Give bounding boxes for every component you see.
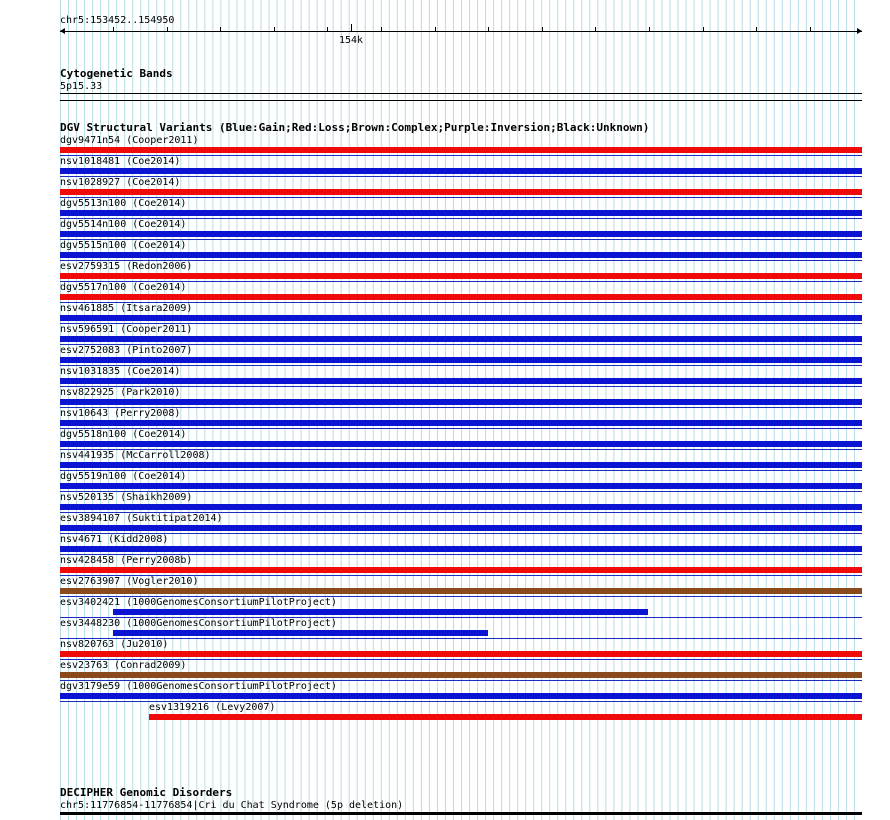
cytoband-line-bottom bbox=[60, 100, 862, 101]
variant-label[interactable]: nsv4671 (Kidd2008) bbox=[60, 534, 169, 545]
ruler-tick bbox=[327, 27, 328, 32]
variant-bar-gain[interactable] bbox=[60, 252, 862, 258]
variant-label[interactable]: esv2752083 (Pinto2007) bbox=[60, 345, 193, 356]
variant-bar-loss[interactable] bbox=[60, 273, 862, 279]
variant-bar-gain[interactable] bbox=[60, 210, 862, 216]
variant-label[interactable]: dgv5519n100 (Coe2014) bbox=[60, 471, 187, 482]
ruler-axis bbox=[60, 31, 862, 32]
variant-label[interactable]: dgv9471n54 (Cooper2011) bbox=[60, 135, 199, 146]
variant-label[interactable]: dgv3179e59 (1000GenomesConsortiumPilotProject) bbox=[60, 681, 337, 692]
ruler-tick bbox=[703, 27, 704, 32]
variant-bar-gain[interactable] bbox=[60, 483, 862, 489]
variant-bar-gain[interactable] bbox=[113, 609, 648, 615]
ruler-tick bbox=[381, 27, 382, 32]
variant-bar-gain[interactable] bbox=[60, 315, 862, 321]
variant-label[interactable]: esv2759315 (Redon2006) bbox=[60, 261, 193, 272]
variant-label[interactable]: nsv10643 (Perry2008) bbox=[60, 408, 181, 419]
variant-bar-gain[interactable] bbox=[60, 336, 862, 342]
variant-bar-loss[interactable] bbox=[60, 147, 862, 153]
variant-label[interactable]: nsv441935 (McCarroll2008) bbox=[60, 450, 211, 461]
variant-label[interactable]: nsv820763 (Ju2010) bbox=[60, 639, 169, 650]
variant-label[interactable]: nsv1018481 (Coe2014) bbox=[60, 156, 181, 167]
variant-label[interactable]: esv3402421 (1000GenomesConsortiumPilotProject) bbox=[60, 597, 337, 608]
ruler-tick bbox=[595, 27, 596, 32]
ruler-tick-label: 154k bbox=[339, 35, 364, 46]
variant-bar-gain[interactable] bbox=[60, 168, 862, 174]
ruler-right-arrow bbox=[857, 28, 862, 34]
variant-label[interactable]: nsv596591 (Cooper2011) bbox=[60, 324, 193, 335]
variant-label[interactable]: nsv1031835 (Coe2014) bbox=[60, 366, 181, 377]
variant-label[interactable]: dgv5517n100 (Coe2014) bbox=[60, 282, 187, 293]
row-separator bbox=[60, 638, 862, 639]
ruler-tick bbox=[756, 27, 757, 32]
ruler-tick bbox=[435, 27, 436, 32]
variant-label[interactable]: esv1319216 (Levy2007) bbox=[149, 702, 276, 713]
variant-bar-complex[interactable] bbox=[60, 672, 862, 678]
ruler-tick bbox=[488, 27, 489, 32]
variant-label[interactable]: esv2763907 (Vogler2010) bbox=[60, 576, 199, 587]
variant-bar-gain[interactable] bbox=[113, 630, 488, 636]
variant-label[interactable]: esv23763 (Conrad2009) bbox=[60, 660, 187, 671]
ruler-major-tick bbox=[351, 24, 352, 32]
variant-bar-gain[interactable] bbox=[60, 546, 862, 552]
ruler-tick bbox=[810, 27, 811, 32]
variant-label[interactable]: nsv1028927 (Coe2014) bbox=[60, 177, 181, 188]
variant-bar-gain[interactable] bbox=[60, 357, 862, 363]
variant-bar-complex[interactable] bbox=[60, 588, 862, 594]
variant-label[interactable]: dgv5518n100 (Coe2014) bbox=[60, 429, 187, 440]
variant-bar-gain[interactable] bbox=[60, 462, 862, 468]
ruler-tick bbox=[113, 27, 114, 32]
variant-bar-gain[interactable] bbox=[60, 420, 862, 426]
variant-label[interactable]: nsv428458 (Perry2008b) bbox=[60, 555, 193, 566]
variant-bar-loss[interactable] bbox=[60, 189, 862, 195]
variant-bar-loss[interactable] bbox=[60, 294, 862, 300]
dgv-track-title: DGV Structural Variants (Blue:Gain;Red:Loss;Brown:Complex;Purple:Inversion;Black:Unknown) bbox=[60, 121, 650, 134]
variant-bar-gain[interactable] bbox=[60, 693, 862, 699]
variant-label[interactable]: nsv520135 (Shaikh2009) bbox=[60, 492, 193, 503]
variant-label[interactable]: nsv461885 (Itsara2009) bbox=[60, 303, 193, 314]
variant-bar-gain[interactable] bbox=[60, 441, 862, 447]
variant-bar-loss[interactable] bbox=[149, 714, 862, 720]
cytobands-track-title: Cytogenetic Bands bbox=[60, 67, 173, 80]
variant-bar-gain[interactable] bbox=[60, 231, 862, 237]
ruler-tick bbox=[167, 27, 168, 32]
variant-bar-loss[interactable] bbox=[60, 651, 862, 657]
region-label: chr5:153452..154950 bbox=[60, 15, 175, 26]
variant-label[interactable]: dgv5514n100 (Coe2014) bbox=[60, 219, 187, 230]
variant-label[interactable]: esv3894107 (Suktitipat2014) bbox=[60, 513, 223, 524]
variant-bar-gain[interactable] bbox=[60, 504, 862, 510]
variant-label[interactable]: esv3448230 (1000GenomesConsortiumPilotProject) bbox=[60, 618, 337, 629]
ruler-left-arrow bbox=[60, 28, 65, 34]
row-separator bbox=[60, 533, 862, 534]
ruler-tick bbox=[542, 27, 543, 32]
ruler-tick bbox=[274, 27, 275, 32]
variant-bar-loss[interactable] bbox=[60, 567, 862, 573]
variant-label[interactable]: nsv822925 (Park2010) bbox=[60, 387, 181, 398]
decipher-track-title: DECIPHER Genomic Disorders bbox=[60, 786, 233, 799]
variant-bar-gain[interactable] bbox=[60, 525, 862, 531]
variant-bar-gain[interactable] bbox=[60, 378, 862, 384]
variant-bar-gain[interactable] bbox=[60, 399, 862, 405]
decipher-entry-label[interactable]: chr5:11776854-11776854|Cri du Chat Syndrome (5p deletion) bbox=[60, 800, 404, 811]
ruler-tick bbox=[649, 27, 650, 32]
ruler-tick bbox=[220, 27, 221, 32]
variant-label[interactable]: dgv5515n100 (Coe2014) bbox=[60, 240, 187, 251]
cytoband-line-top bbox=[60, 93, 862, 94]
decipher-feature-bar[interactable] bbox=[60, 812, 862, 815]
variant-label[interactable]: dgv5513n100 (Coe2014) bbox=[60, 198, 187, 209]
cytoband-label: 5p15.33 bbox=[60, 81, 103, 92]
